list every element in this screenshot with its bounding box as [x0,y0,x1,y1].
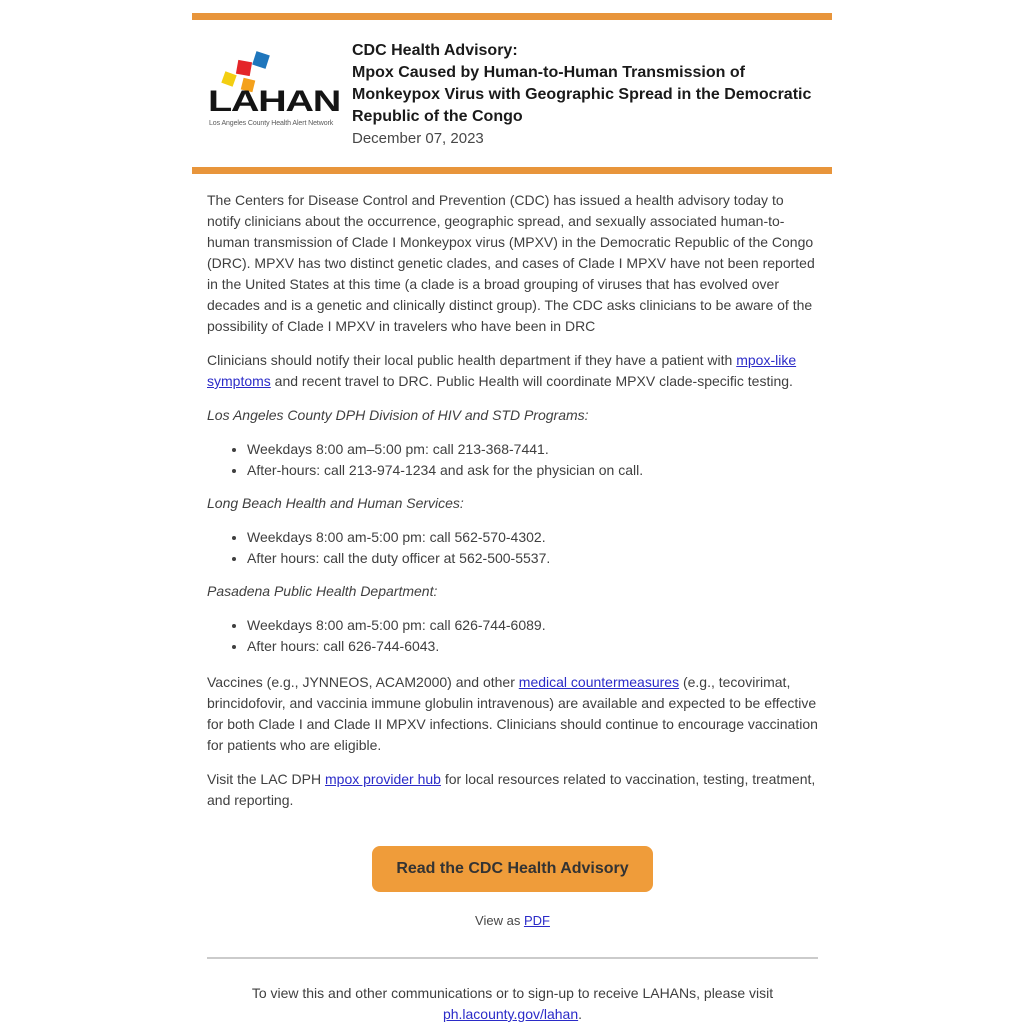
advisory-body [192,174,832,1024]
pdf-link[interactable]: PDF [523,913,550,928]
paragraph-vaccines [207,672,818,756]
vaccines-text-pre: Vaccines (e.g., JYNNEOS, ACAM2000) and other [207,674,519,690]
list-item: • Weekdays 8:00 am–5:00 pm: call 213-368-7441. [247,439,818,460]
read-cdc-advisory-button[interactable]: Read the CDC Health Advisory [372,846,652,892]
list-item: • Weekdays 8:00 am-5:00 pm: call 562-570-4302. [247,527,818,548]
mpox-provider-hub-link[interactable]: mpox provider hub [325,771,441,787]
cta-container [207,846,818,892]
footer-text: To view this and other communications or to sign-up to receive LAHANs, please visit [251,985,774,1001]
view-as-label: View as [475,913,524,928]
logo-wordmark: LAHAN [208,85,340,118]
lahan-signup-link[interactable]: ph.lacounty.gov/lahan [442,1006,579,1022]
footer-link-line [207,1004,818,1024]
notify-text-post: and recent travel to DRC. Public Health will coordinate MPXV clade-specific testing. [270,373,793,389]
logo-red-square-icon [236,60,252,76]
visit-text-post: for local resources related to vaccination, testing, treatment, and reporting. [207,771,816,808]
section-heading-long-beach: Long Beach Health and Human Services: [207,495,464,511]
footer [207,983,818,1024]
paragraph-intro: The Centers for Disease Control and Prevention (CDC) has issued a health advisory today to notify clinicians about the occurrence, geographic spread, and sexually associated human-to-human transmission of Clade I Monkeypox virus (MPXV) in the Democratic Republic of the Congo (DRC). MPXV has two distinct genetic clades, and cases of Clade I MPXV have not been reported in the United States at this time (a clade is a broad grouping of viruses that has evolved over decades and is a genetic and clinically distinct group). The CDC asks clinicians to be aware of the possibility of Clade I MPXV in travelers who have been in DRC [207,192,815,334]
la-county-contact-list [207,439,818,481]
list-item: • After hours: call 626-744-6043. [247,636,818,657]
notify-text-pre: Clinicians should notify their local public health department if they have a patient with [207,352,737,368]
accent-bar-bottom [192,167,832,174]
section-heading-pasadena: Pasadena Public Health Department: [207,583,438,599]
footer-link-suffix: . [578,1006,583,1022]
pasadena-contact-list [207,615,818,657]
list-item: • After-hours: call 213-974-1234 and ask for the physician on call. [247,460,818,481]
accent-bar-top [192,13,832,20]
lahan-logo [208,50,338,132]
list-item: • After hours: call the duty officer at 562-500-5537. [247,548,818,569]
paragraph-visit-hub [207,769,818,811]
logo-blue-square-icon [252,51,270,69]
vaccines-text-post: (e.g., tecovirimat, brincidofovir, and vaccinia immune globulin intravenous) are available and expected to be effective for both Clade I and Clade II MPXV infections. Clinicians should continue to encourage vaccination for patients who are eligible. [207,674,818,753]
long-beach-contact-list [207,527,818,569]
view-as-pdf [207,910,818,931]
paragraph-notify [207,350,818,392]
list-item: • Weekdays 8:00 am-5:00 pm: call 626-744-6089. [247,615,818,636]
advisory-date: December 07, 2023 [352,130,484,147]
visit-text-pre: Visit the LAC DPH [207,771,326,787]
section-heading-la-county: Los Angeles County DPH Division of HIV and STD Programs: [207,407,589,423]
mpox-like-symptoms-link[interactable]: mpox-like symptoms [207,352,797,389]
header-text [352,40,819,150]
footer-divider [207,957,818,959]
content-column [192,13,832,1024]
header [192,20,832,167]
logo-tagline: Los Angeles County Health Alert Network [209,120,334,127]
advisory-title: Mpox Caused by Human-to-Human Transmission of Monkeypox Virus with Geographic Spread in the Democratic Republic of the Congo [352,64,812,125]
advisory-kicker: CDC Health Advisory: [352,42,518,59]
medical-countermeasures-link[interactable]: medical countermeasures [518,674,680,690]
